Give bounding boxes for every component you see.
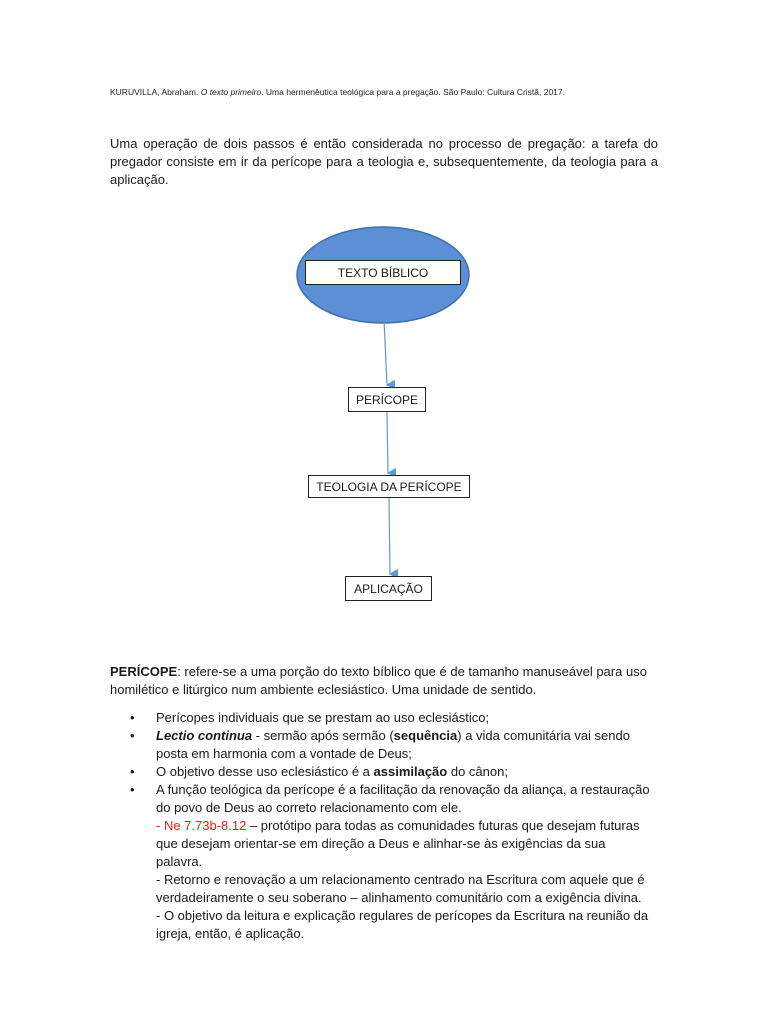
bullet-dot: • <box>130 782 135 797</box>
definition-term: PERÍCOPE <box>110 664 178 679</box>
arrow-teologia-aplicacao <box>389 498 390 574</box>
bullet-dot: • <box>130 710 135 725</box>
bullet-text: A função teológica da perícope é a facilitação da renovação da aliança, a restauração do povo de Deus ao correto relacionamento com ele. <box>156 782 650 815</box>
intro-paragraph: Uma operação de dois passos é então considerada no processo de pregação: a tarefa do pregador consiste em ir da perícope para a teologia e, subsequentemente, da teologia para a aplicação. <box>110 136 658 187</box>
arrow-pericope-teologia <box>387 412 388 473</box>
bullet-subtext: – protótipo para todas as comunidades futuras que desejam futuras que desejam orientar-se em direção a Deus e alinhar-se às exigências da sua palavra. <box>156 818 640 869</box>
bullet-item <box>110 727 655 763</box>
citation-title: O texto primeiro <box>200 87 262 97</box>
node-pericope: PERÍCOPE <box>348 387 426 412</box>
assimilacao-term: assimilação <box>373 764 448 779</box>
bullet-subtext: - O objetivo da leitura e explicação regulares de perícopes da Escritura na reunião da igreja, então, é aplicação. <box>156 908 649 941</box>
citation-rest: . Uma hermenêutica teológica para a pregação. São Paulo: Cultura Cristã, 2017. <box>261 87 566 97</box>
bullet-text: - sermão após sermão ( <box>252 728 394 743</box>
definition-text: : refere-se a uma porção do texto bíblico que é de tamanho manuseável para uso homilético e litúrgico num ambiente eclesiástico. Uma unidade de sentido. <box>110 664 647 697</box>
arrow-texto-pericope <box>384 320 387 385</box>
bullet-text: ) a vida comunitária vai sendo posta em harmonia com a vontade de Deus; <box>156 728 630 761</box>
node-texto-biblico: TEXTO BÍBLICO <box>305 260 461 285</box>
bullet-text: Perícopes individuais que se prestam ao uso eclesiástico; <box>156 710 490 725</box>
lectio-term: Lectio continua <box>156 728 253 743</box>
citation-author: KURUVILLA, Abraham. <box>110 87 201 97</box>
bullet-item <box>110 781 655 943</box>
sequencia-term: sequência <box>393 728 458 743</box>
bullet-item <box>110 709 655 727</box>
bullet-dot: • <box>130 764 135 779</box>
bullet-list <box>110 709 655 943</box>
bullet-text: O objetivo desse uso eclesiástico é a <box>156 764 374 779</box>
bullet-item <box>110 763 655 781</box>
bullet-text: do cânon; <box>447 764 508 779</box>
pericope-definition <box>110 663 655 699</box>
node-teologia: TEOLOGIA DA PERÍCOPE <box>308 475 470 498</box>
node-aplicacao: APLICAÇÃO <box>345 576 432 601</box>
bullet-dot: • <box>130 728 135 743</box>
scripture-reference: - Ne 7.73b-8.12 <box>156 818 247 833</box>
bullet-subtext: - Retorno e renovação a um relacionamento centrado na Escritura com aquele que é verdadeiramente o seu soberano – alinhamento comunitário com a exigência divina. <box>156 872 645 905</box>
